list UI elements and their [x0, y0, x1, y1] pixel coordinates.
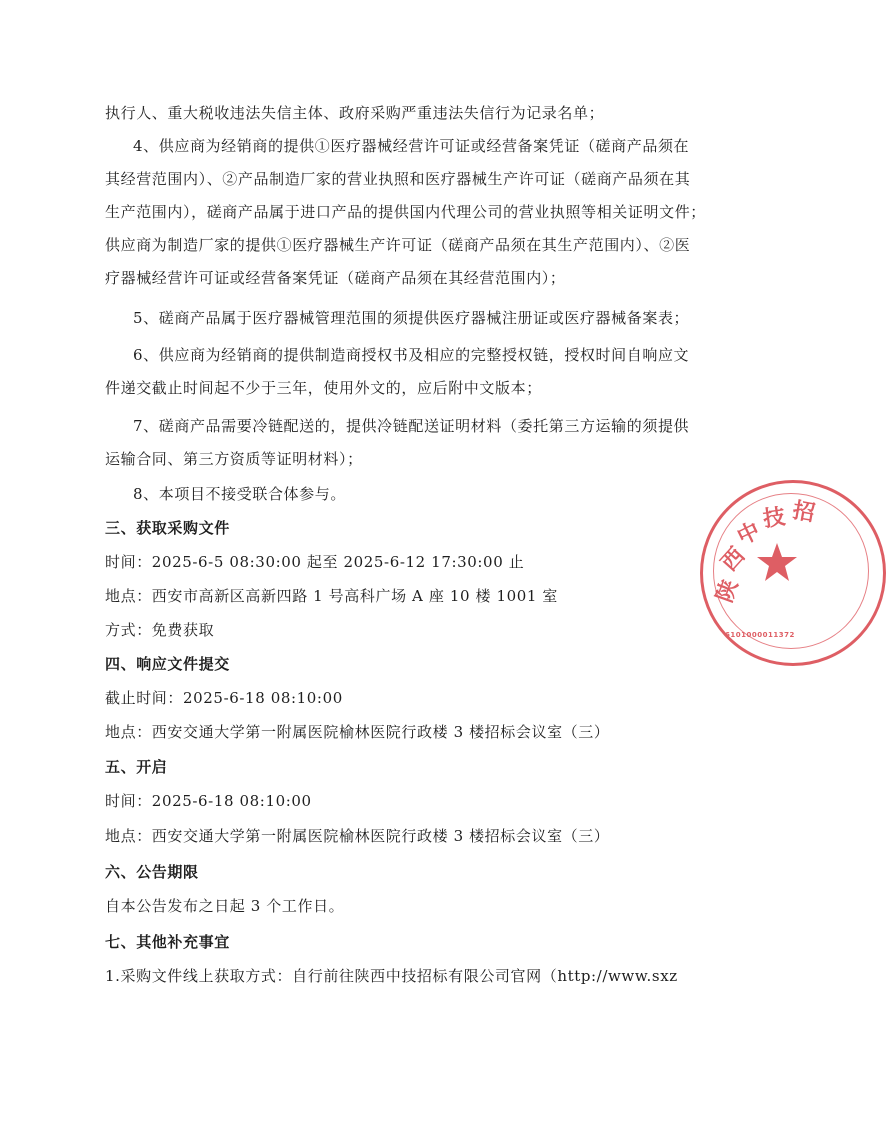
text-line-21: 时间：2025-6-18 08:10:00 [105, 792, 312, 810]
company-seal-stamp [700, 480, 886, 666]
seal-char-4: 技 [761, 503, 787, 533]
text-line-14: 时间：2025-6-5 08:30:00 起至 2025-6-12 17:30:00 止 [105, 553, 525, 571]
section-heading-6: 六、公告期限 [105, 863, 199, 881]
section-heading-4: 四、响应文件提交 [105, 655, 230, 673]
text-line-18: 截止时间：2025-6-18 08:10:00 [105, 689, 343, 707]
text-line-4: 生产范围内），磋商产品属于进口产品的提供国内代理公司的营业执照等相关证明文件； [105, 203, 706, 221]
text-line-7: 5、磋商产品属于医疗器械管理范围的须提供医疗器械注册证或医疗器械备案表； [133, 309, 690, 327]
text-line-10: 7、磋商产品需要冷链配送的，提供冷链配送证明材料（委托第三方运输的须提供 [133, 417, 690, 435]
seal-number: 6101000011372 [725, 631, 795, 639]
text-line-19: 地点：西安交通大学第一附属医院榆林医院行政楼 3 楼招标会议室（三） [105, 723, 610, 741]
text-line-26: 1.采购文件线上获取方式：自行前往陕西中技招标有限公司官网（http://www.sxz [105, 967, 678, 985]
text-line-3: 其经营范围内）、②产品制造厂家的营业执照和医疗器械生产许可证（磋商产品须在其 [105, 170, 691, 188]
section-heading-3: 三、获取采购文件 [105, 519, 230, 537]
text-line-15: 地点：西安市高新区高新四路 1 号高科广场 A 座 10 楼 1001 室 [105, 587, 558, 605]
section-heading-5: 五、开启 [105, 758, 168, 776]
text-line-2: 4、供应商为经销商的提供①医疗器械经营许可证或经营备案凭证（磋商产品须在 [133, 137, 690, 155]
text-line-9: 件递交截止时间起不少于三年，使用外文的，应后附中文版本； [105, 379, 542, 397]
text-line-8: 6、供应商为经销商的提供制造商授权书及相应的完整授权链，授权时间自响应文 [133, 346, 690, 364]
seal-char-1: 陕 [711, 576, 744, 606]
text-line-22: 地点：西安交通大学第一附属医院榆林医院行政楼 3 楼招标会议室（三） [105, 827, 610, 845]
seal-char-5: 招 [790, 497, 817, 527]
seal-text [711, 489, 871, 649]
seal-char-3: 中 [733, 517, 765, 551]
text-line-16: 方式：免费获取 [105, 621, 215, 639]
text-line-5: 供应商为制造厂家的提供①医疗器械生产许可证（磋商产品须在其生产范围内）、②医 [105, 236, 691, 254]
text-line-6: 疗器械经营许可证或经营备案凭证（磋商产品须在其经营范围内）； [105, 269, 566, 287]
section-heading-7: 七、其他补充事宜 [105, 933, 230, 951]
text-line-24: 自本公告发布之日起 3 个工作日。 [105, 897, 345, 915]
text-line-11: 运输合同、第三方资质等证明材料）； [105, 450, 363, 468]
star-icon [755, 541, 799, 585]
seal-char-2: 西 [716, 542, 751, 577]
text-line-1: 执行人、重大税收违法失信主体、政府采购严重违法失信行为记录名单； [105, 104, 605, 122]
text-line-12: 8、本项目不接受联合体参与。 [133, 485, 346, 503]
